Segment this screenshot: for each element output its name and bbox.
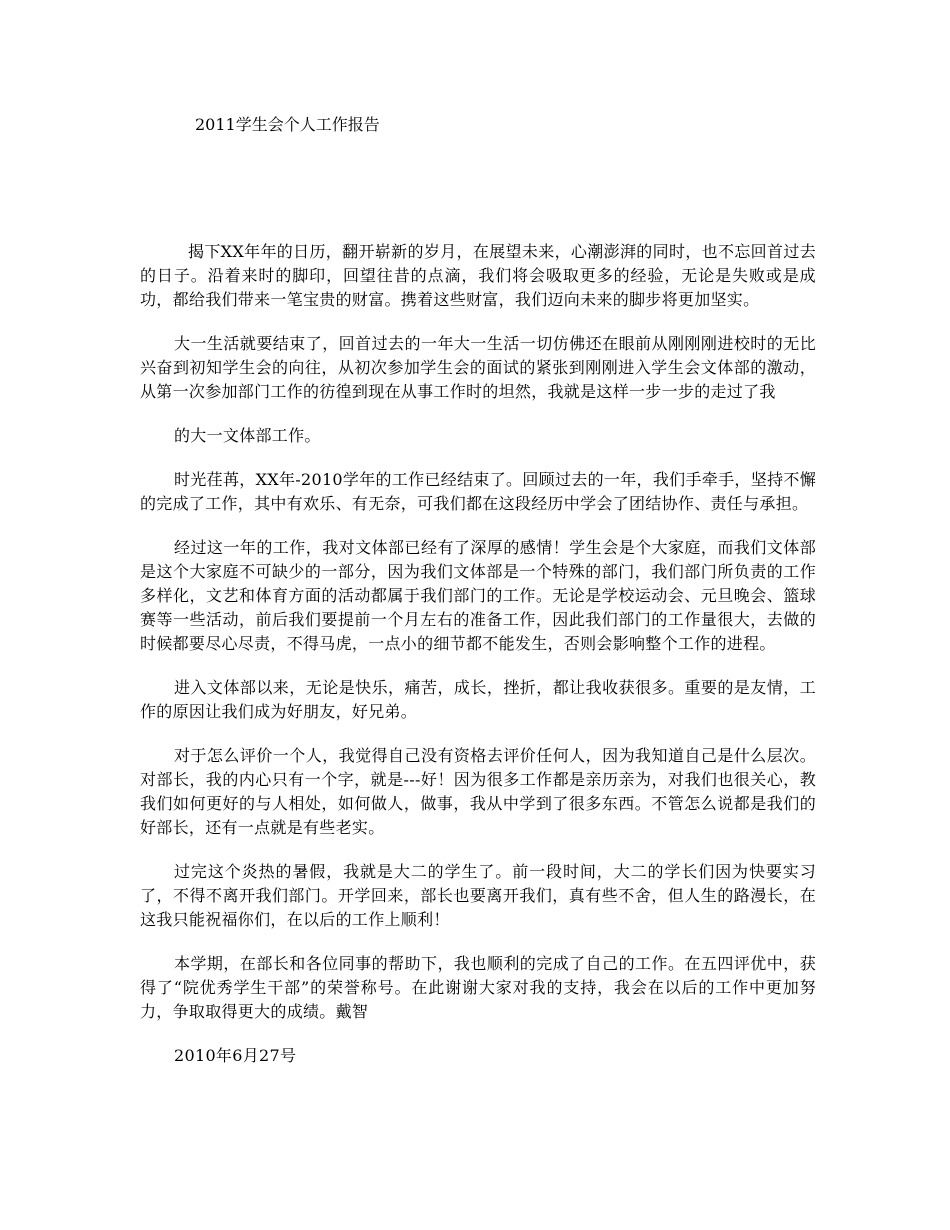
signature-date: 2010年6月27号 (174, 1046, 297, 1065)
paragraph-8: 过完这个炎热的暑假，我就是大二的学生了。前一段时间，大二的学长们因为快要实习了，不得不离开我们部门。开学回来，部长也要离开我们，真有些不舍，但人生的路漫长，在这我只能祝福你们，在以后的工作上顺利！ (140, 862, 816, 929)
document-body (140, 240, 816, 1088)
paragraph-2: 大一生活就要结束了，回首过去的一年大一生活一切仿佛还在眼前从刚刚刚进校时的无比兴奋到初知学生会的向往，从初次参加学生会的面试的紧张到刚刚进入学生会文体部的激动，从第一次参加部门工作的彷徨到现在从事工作时的坦然，我就是这样一步一步的走过了我 (140, 334, 816, 401)
paragraph-6: 进入文体部以来，无论是快乐，痛苦，成长，挫折，都让我收获很多。重要的是友情，工作的原因让我们成为好朋友，好兄弟。 (140, 678, 816, 721)
paragraph-4: 时光荏苒，XX年-2010学年的工作已经结束了。回顾过去的一年，我们手牵手，坚持不懈的完成了工作，其中有欢乐、有无奈，可我们都在这段经历中学会了团结协作、责任与承担。 (140, 470, 816, 513)
paragraph-5: 经过这一年的工作，我对文体部已经有了深厚的感情！学生会是个大家庭，而我们文体部是这个大家庭不可缺少的一部分，因为我们文体部是一个特殊的部门，我们部门所负责的工作多样化，文艺和体育方面的活动都属于我们部门的工作。无论是学校运动会、元旦晚会、篮球赛等一些活动，前后我们要提前一个月左右的准备工作，因此我们部门的工作量很大，去做的时候都要尽心尽责，不得马虎，一点小的细节都不能发生，否则会影响整个工作的进程。 (140, 538, 816, 653)
document-title: 2011学生会个人工作报告 (195, 115, 380, 134)
paragraph-7: 对于怎么评价一个人，我觉得自己没有资格去评价任何人，因为我知道自己是什么层次。对部长，我的内心只有一个字，就是---好！因为很多工作都是亲历亲为，对我们也很关心，教我们如何更好的与人相处，如何做人，做事，我从中学到了很多东西。不管怎么说都是我们的好部长，还有一点就是有些老实。 (140, 746, 816, 837)
paragraph-9: 本学期，在部长和各位同事的帮助下，我也顺利的完成了自己的工作。在五四评优中，获得了“院优秀学生干部”的荣誉称号。在此谢谢大家对我的支持，我会在以后的工作中更加努力，争取取得更大的成绩。戴智 (140, 954, 816, 1021)
paragraph-3: 的大一文体部工作。 (174, 426, 321, 445)
paragraph-1: 揭下XX年年的日历，翻开崭新的岁月，在展望未来，心潮澎湃的同时，也不忘回首过去的日子。沿着来时的脚印，回望往昔的点滴，我们将会吸取更多的经验，无论是失败或是成功，都给我们带来一笔宝贵的财富。携着这些财富，我们迈向未来的脚步将更加坚实。 (140, 242, 816, 309)
